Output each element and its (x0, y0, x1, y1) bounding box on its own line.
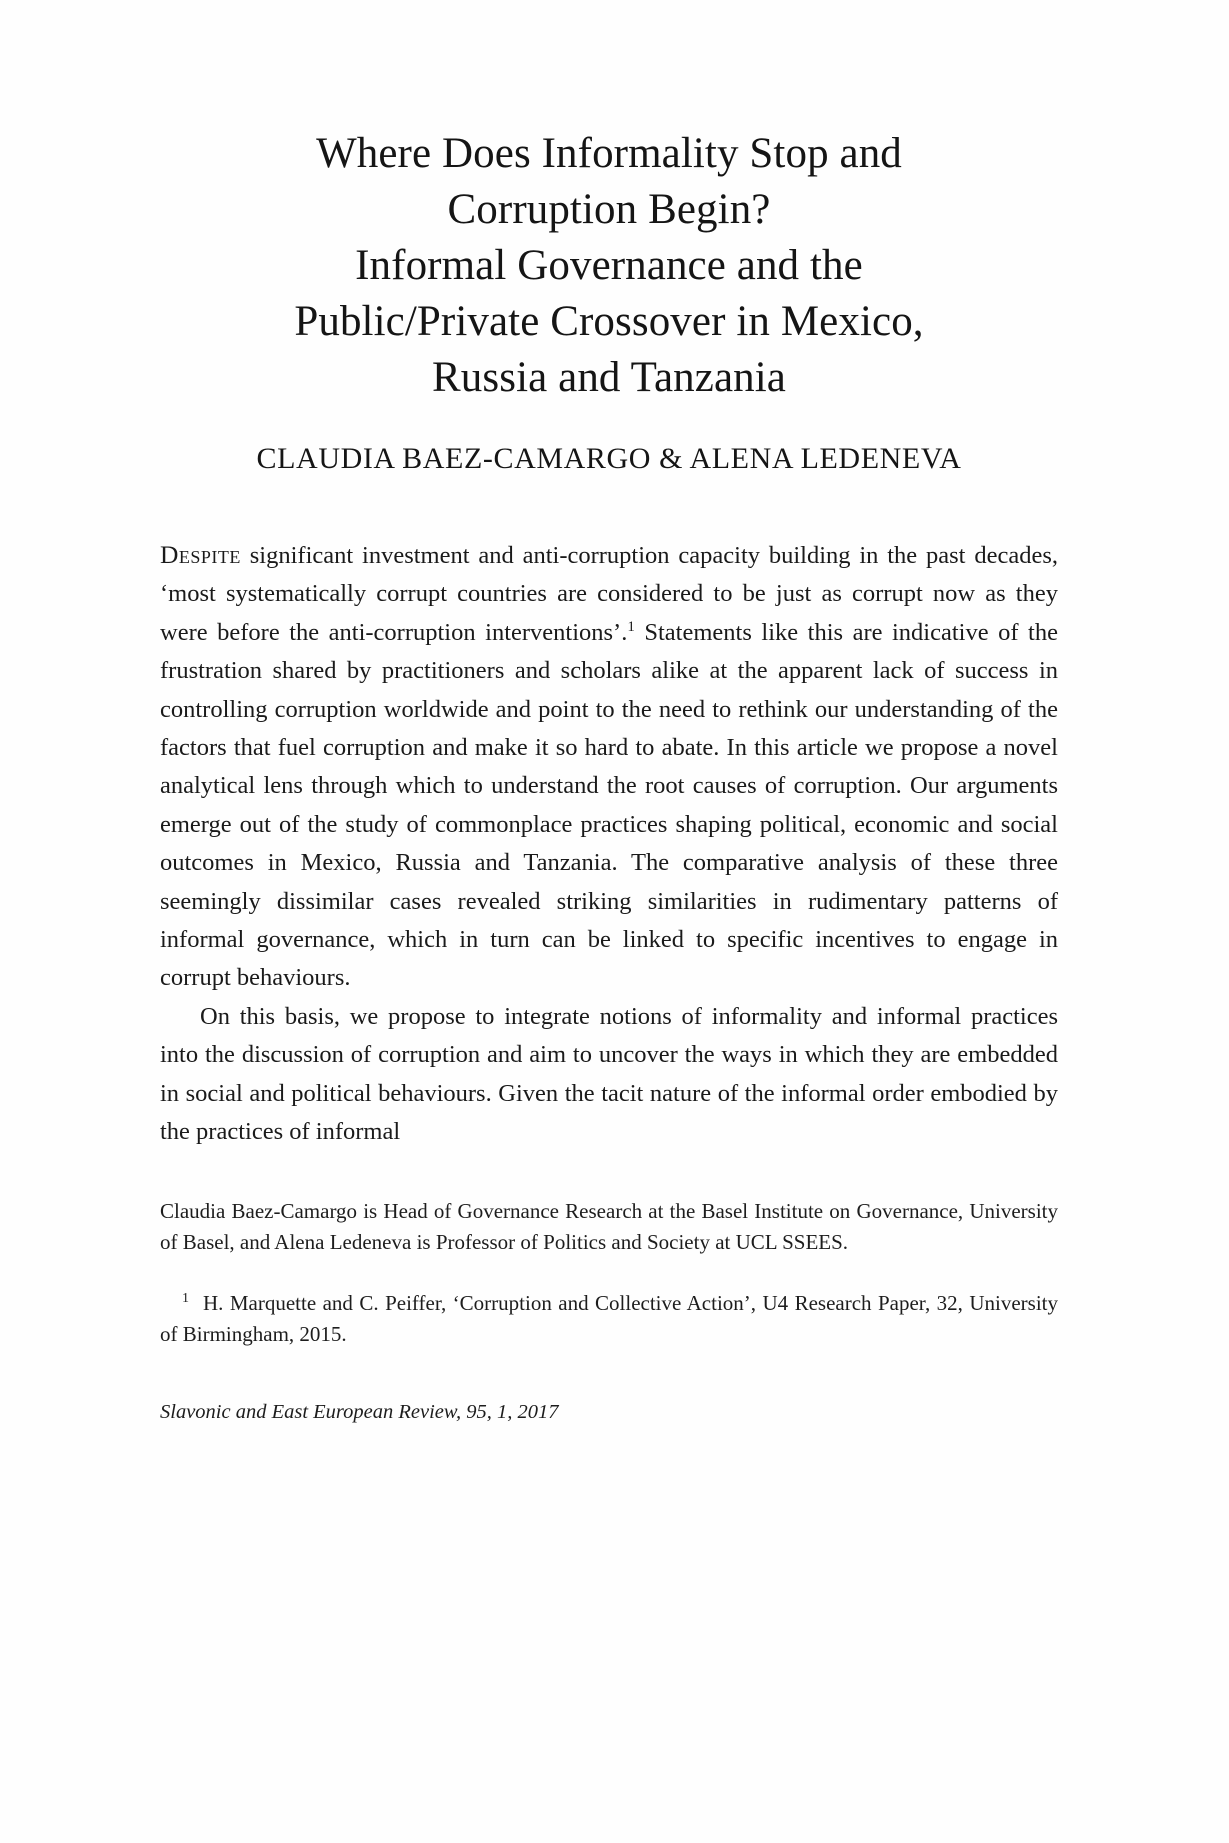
footnote-reference-1[interactable]: 1 (627, 618, 635, 635)
footnote-1-block (160, 1288, 1058, 1350)
title-line-1: Where Does Informality Stop and (316, 130, 902, 177)
dropcap-smallcaps-lead: Despite (160, 540, 241, 569)
article-title (160, 0, 1058, 406)
journal-citation: Slavonic and East European Review, 95, 1, 2017 (160, 1400, 559, 1423)
title-line-4: Public/Private Crossover in Mexico, (294, 298, 924, 345)
title-line-5: Russia and Tanzania (432, 354, 786, 401)
footnote-1-text: H. Marquette and C. Peiffer, ‘Corruption and Collective Action’, U4 Research Paper, 32, University of Birmingham, 2015. (160, 1290, 1058, 1346)
author-byline: CLAUDIA BAEZ-CAMARGO & ALENA LEDENEVA (256, 442, 962, 475)
paragraph-1-text-after-note: Statements like this are indicative of the frustration shared by practitioners and scholars alike at the apparent lack of success in controlling corruption worldwide and point to the need to rethink our understanding of the factors that fuel corruption and make it so hard to abate. In this article we propose a novel analytical lens through which to understand the root causes of corruption. Our arguments emerge out of the study of commonplace practices shaping political, economic and social outcomes in Mexico, Russia and Tanzania. The comparative analysis of these three seemingly dissimilar cases revealed striking similarities in rudimentary patterns of informal governance, which in turn can be linked to specific incentives to engage in corrupt behaviours. (160, 618, 1058, 992)
footnote-area (160, 1196, 1058, 1350)
paragraph-1-text-before-note: significant investment and anti-corruption capacity building in the past decades, ‘most systematically corrupt countries are considered to be just as corrupt now as they were before the anti-corruption interventions’. (160, 542, 1058, 646)
title-line-2: Corruption Begin? (447, 186, 771, 233)
article-body (160, 536, 1058, 1152)
footnote-1 (160, 1288, 1058, 1350)
footnote-author-affiliation: Claudia Baez-Camargo is Head of Governance Research at the Basel Institute on Governance, University of Basel, and Alena Ledeneva is Professor of Politics and Society at UCL SSEES. (160, 1198, 1058, 1254)
body-paragraph-1 (160, 536, 1058, 998)
page-content-column (160, 0, 1058, 1426)
title-line-3: Informal Governance and the (355, 242, 863, 289)
footnote-1-marker: 1 (182, 1290, 189, 1306)
body-paragraph-2: On this basis, we propose to integrate notions of informality and informal practices into the discussion of corruption and aim to uncover the ways in which they are embedded in social and political behaviours. Given the tacit nature of the informal order embodied by the practices of informal (160, 1002, 1058, 1146)
